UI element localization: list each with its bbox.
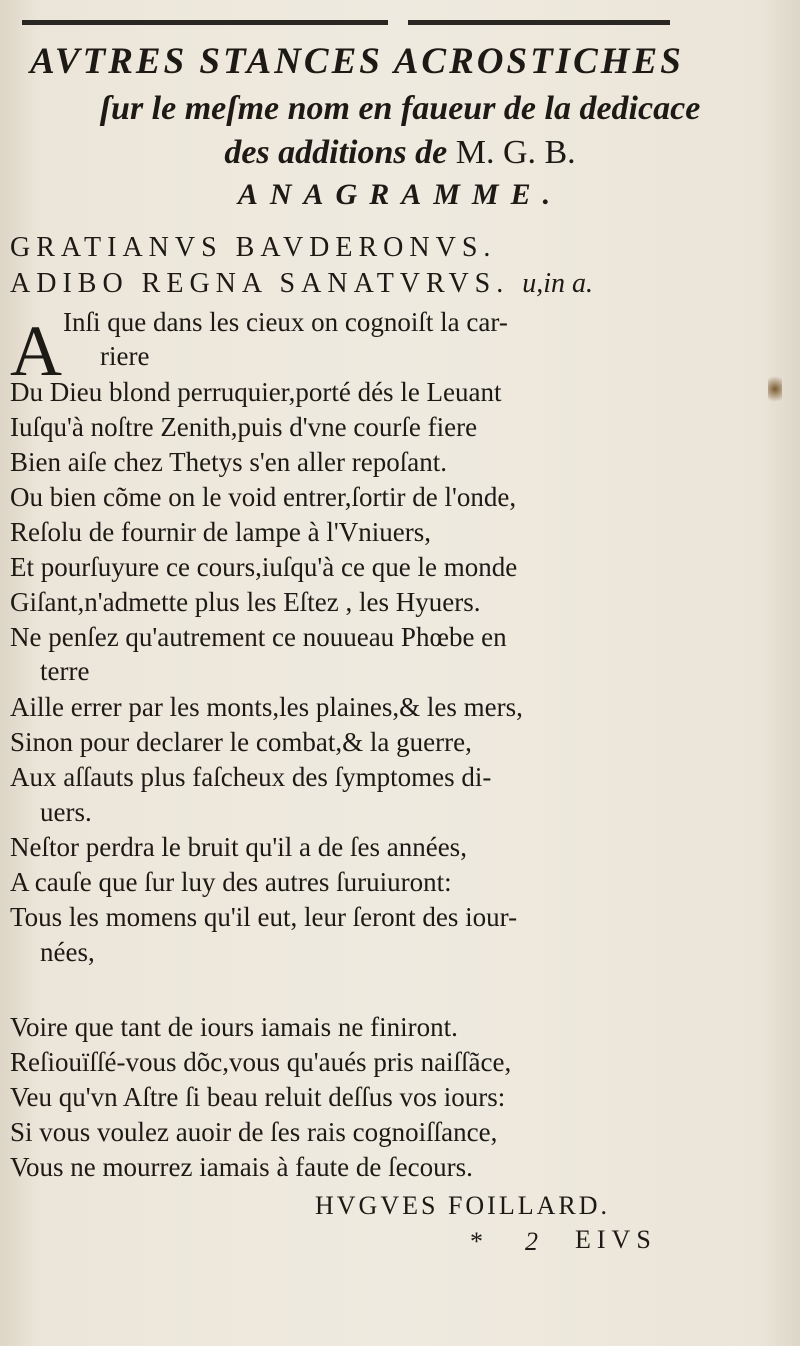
poem-line: Voire que tant de iours iamais ne finiront.: [10, 1012, 458, 1042]
subtitle-line-1: ſur le meſme nom en faueur de la dedicace: [99, 90, 701, 127]
poem-line: nées,: [40, 937, 95, 967]
top-rule-right: [408, 20, 670, 25]
signature-mark: 2: [525, 1227, 538, 1256]
poem-line: Si vous voulez auoir de ſes rais cognoiſſance,: [10, 1117, 498, 1147]
catchword: EIVS: [575, 1225, 657, 1254]
dedicatee-initials: M. G. B.: [455, 134, 576, 171]
poem-line: Ou bien cõme on le void entrer,ſortir de l'onde,: [10, 482, 517, 512]
top-rule-left: [22, 20, 388, 25]
anagram-note: u,in a.: [522, 268, 594, 299]
poem-line: Ne penſez qu'autrement ce nouueau Phœbe en: [10, 622, 507, 652]
poem-line: Iuſqu'à noſtre Zenith,puis d'vne courſe fiere: [10, 412, 478, 442]
poem-line: Tous les momens qu'il eut, leur ſeront des iour-: [10, 902, 518, 932]
anagram-text: ADIBO REGNA SANATVRVS.: [10, 268, 510, 299]
poem-line: Bien aiſe chez Thetys s'en aller repoſant.: [10, 447, 447, 477]
poem-line: Reſolu de fournir de lampe à l'Vniuers,: [10, 517, 431, 547]
poem-line: Sinon pour declarer le combat,& la guerre,: [10, 727, 472, 757]
poem-line: Et pourſuyure ce cours,iuſqu'à ce que le monde: [10, 552, 518, 582]
footer-star: *: [470, 1227, 483, 1256]
poem-line: A cauſe que ſur luy des autres ſuruiuront:: [10, 867, 452, 897]
subtitle-line-2: [0, 134, 800, 172]
poem-line: Aux aſſauts plus faſcheux des ſymptomes di-: [10, 762, 492, 792]
poem-line: riere: [100, 341, 150, 371]
poem-line: Reſiouïſſé-vous dõc,vous qu'aués pris naiſſãce,: [10, 1047, 512, 1077]
poem-line: Giſant,n'admette plus les Eſtez , les Hyuers.: [10, 587, 481, 617]
poem-line: uers.: [40, 797, 92, 827]
anagram-heading: ANAGRAMME.: [237, 178, 563, 211]
poem-line: Vous ne mourrez iamais à faute de ſecours.: [10, 1152, 473, 1182]
poem-line: terre: [40, 656, 90, 686]
page-title: AVTRES STANCES ACROSTICHES: [30, 41, 684, 82]
author-signature: HVGVES FOILLARD.: [315, 1191, 610, 1220]
drop-cap: A: [10, 311, 62, 391]
subtitle-prefix: des additions de: [224, 134, 448, 171]
anagram-line: [10, 268, 593, 300]
poem-line: Neſtor perdra le bruit qu'il a de ſes années,: [10, 832, 467, 862]
latin-name: GRATIANVS BAVDERONVS.: [10, 232, 497, 263]
poem-line: Aille errer par les monts,les plaines,& les mers,: [10, 692, 523, 722]
ink-bleed-mark: [768, 372, 782, 406]
poem-line: Veu qu'vn Aſtre ſi beau reluit deſſus vos iours:: [10, 1082, 506, 1112]
poem-line: Du Dieu blond perruquier,porté dés le Leuant: [10, 377, 502, 407]
poem-line: Inſi que dans les cieux on cognoiſt la car-: [63, 307, 508, 337]
